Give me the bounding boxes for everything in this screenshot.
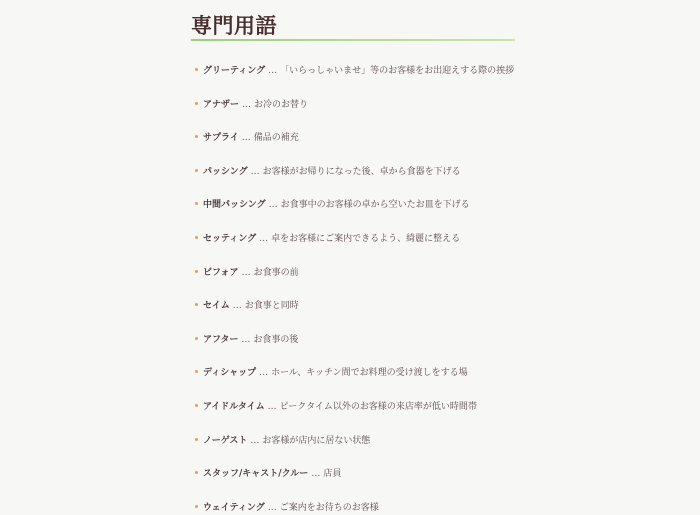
glossary-term: パッシング <box>203 166 248 177</box>
glossary-item <box>195 64 514 78</box>
bullet-dot-icon <box>195 337 198 340</box>
glossary-description: お食事中のお客様の卓から空いたお皿を下げる <box>280 200 470 211</box>
glossary-description: ご案内をお待ちのお客様 <box>279 502 379 513</box>
glossary-item <box>195 98 308 112</box>
glossary-term: セイム <box>203 301 230 312</box>
bullet-dot-icon <box>195 404 198 407</box>
glossary-description: お食事の前 <box>253 267 299 278</box>
bullet-dot-icon <box>195 135 198 138</box>
glossary-separator: … <box>311 469 321 480</box>
glossary-term: グリーティング <box>203 66 266 76</box>
glossary-separator: … <box>259 234 269 244</box>
glossary-separator: … <box>259 368 269 379</box>
glossary-term: アフター <box>203 334 239 345</box>
glossary-term: アナザー <box>203 99 240 110</box>
page-title: 専門用語 <box>191 13 277 38</box>
bullet-dot-icon <box>195 303 198 306</box>
glossary-term: ビフォア <box>203 267 239 278</box>
bullet-dot-icon <box>195 438 198 441</box>
glossary-item <box>195 366 468 380</box>
bullet-dot-icon <box>195 169 198 172</box>
bullet-dot-icon <box>195 202 198 205</box>
bullet-dot-icon <box>195 505 198 508</box>
glossary-separator: … <box>241 133 251 144</box>
glossary-description: ホール、キッチン間でお料理の受け渡しをする場 <box>271 368 468 379</box>
glossary-description: 店員 <box>323 469 342 480</box>
bullet-dot-icon <box>195 270 198 273</box>
glossary-term: ディシャップ <box>203 368 257 379</box>
bullet-dot-icon <box>195 471 198 474</box>
glossary-item <box>195 266 299 280</box>
glossary-term: セッティング <box>203 234 257 244</box>
glossary-separator: … <box>268 66 278 76</box>
glossary-item <box>195 299 299 313</box>
glossary-item <box>195 400 477 414</box>
glossary-separator: … <box>241 334 251 345</box>
glossary-description: 備品の補充 <box>253 133 299 144</box>
glossary-term: 中間パッシング <box>203 200 266 211</box>
glossary-separator: … <box>241 267 251 278</box>
bullet-dot-icon <box>195 68 198 71</box>
glossary-item <box>195 131 299 145</box>
glossary-section <box>191 0 515 513</box>
glossary-item <box>195 232 460 246</box>
glossary-description: ピークタイム以外のお客様の来店率が低い時間帯 <box>279 402 477 412</box>
glossary-description: 卓をお客様にご案内できるよう、綺麗に整える <box>271 234 461 244</box>
title-underline <box>191 39 515 41</box>
glossary-item <box>195 434 370 448</box>
glossary-term: サプライ <box>203 133 239 144</box>
glossary-separator: … <box>242 99 252 110</box>
glossary-term: ウェイティング <box>203 502 265 513</box>
glossary-separator: … <box>250 435 260 446</box>
glossary-description: 「いらっしゃいませ」等のお客様をお出迎えする際の挨拶 <box>280 66 515 76</box>
bullet-dot-icon <box>195 236 198 239</box>
glossary-separator: … <box>267 502 277 513</box>
bullet-dot-icon <box>195 102 198 105</box>
glossary-description: お冷のお替り <box>254 99 309 110</box>
glossary-description: お客様がお帰りになった後、卓から食器を下げる <box>262 166 461 177</box>
glossary-description: お食事と同時 <box>244 301 299 312</box>
glossary-item <box>195 198 470 212</box>
glossary-item <box>195 467 341 481</box>
glossary-separator: … <box>250 166 260 177</box>
glossary-separator: … <box>267 402 277 412</box>
glossary-item <box>195 501 379 515</box>
glossary-term: ノーゲスト <box>203 435 248 446</box>
glossary-separator: … <box>232 301 242 312</box>
bullet-dot-icon <box>195 370 198 373</box>
glossary-term: アイドルタイム <box>203 402 265 412</box>
glossary-separator: … <box>268 200 278 211</box>
glossary-item <box>195 165 461 179</box>
glossary-item <box>195 333 298 347</box>
glossary-description: お食事の後 <box>253 334 299 345</box>
glossary-term: スタッフ/キャスト/クルー <box>203 469 309 480</box>
glossary-description: お客様が店内に居ない状態 <box>262 435 371 446</box>
